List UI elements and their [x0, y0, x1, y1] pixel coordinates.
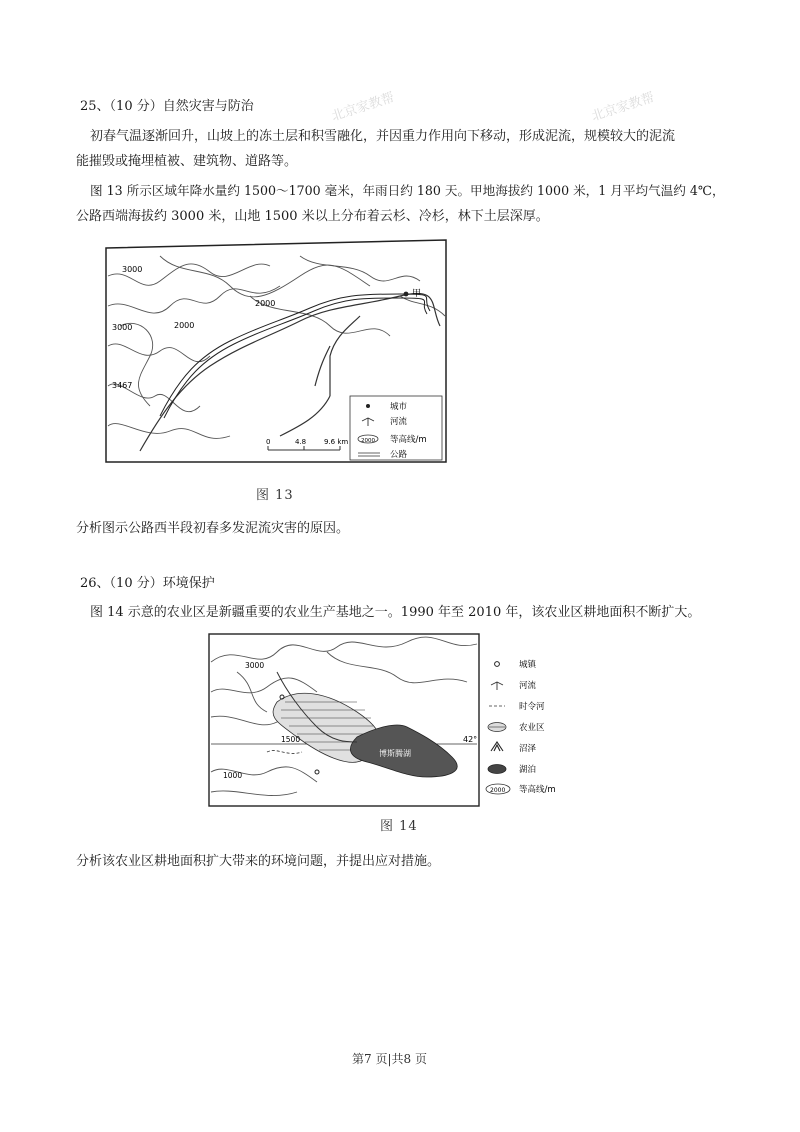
q25-question: 分析图示公路西半段初春多发泥流灾害的原因。: [76, 521, 350, 536]
contour-label: 1000: [223, 771, 243, 780]
page-footer: 第7 页|共8 页: [352, 1052, 427, 1066]
q26-question: 分析该农业区耕地面积扩大带来的环境问题，并提出应对措施。: [76, 854, 441, 869]
contour-label: 3000: [112, 323, 133, 332]
q25-paragraph-2-line-2: 公路西端海拔约 3000 米，山地 1500 米以上分布着云杉、冷杉，林下土层深厚。: [76, 209, 549, 224]
city-marker: [404, 292, 409, 297]
figure-13-caption: 图 13: [256, 488, 294, 503]
figure-14-legend: [486, 659, 556, 795]
legend-contour-sample: 2000: [490, 787, 506, 794]
q25-title: 25、（10 分）自然灾害与防治: [80, 99, 254, 114]
contour-label: 3000: [122, 265, 143, 274]
q25-paragraph-1-line-2: 能摧毁或掩埋植被、建筑物、道路等。: [76, 154, 298, 169]
contour-label: 2000: [255, 299, 276, 308]
legend-contour-sample: 2000: [361, 438, 375, 444]
latitude-label: 42°: [463, 735, 478, 744]
contour-label: 3467: [112, 381, 133, 390]
legend-city: 城市: [390, 402, 408, 412]
legend-agricultural-area: 农业区: [519, 723, 545, 733]
legend-town: 城镇: [519, 660, 537, 670]
watermark: 北京家教帮: [329, 90, 397, 125]
legend-seasonal-river: 时令河: [519, 702, 545, 712]
figure-14-map: [207, 632, 593, 810]
q25-paragraph-1-line-1: 初春气温逐渐回升，山坡上的冻土层和积雪融化，并因重力作用向下移动，形成泥流，规模较大的泥流: [90, 129, 676, 144]
legend-swamp: 沼泽: [519, 744, 537, 754]
contour-label: 2000: [174, 321, 195, 330]
q26-paragraph-1: 图 14 示意的农业区是新疆重要的农业生产基地之一。1990 年至 2010 年，该农业区耕地面积不断扩大。: [90, 605, 701, 620]
figure-14-caption: 图 14: [380, 819, 418, 834]
legend-contour: 等高线/m: [519, 785, 556, 795]
place-label-jia: 甲: [412, 289, 422, 299]
scale-tick: 0: [266, 438, 271, 446]
watermark: 北京家教帮: [589, 90, 657, 125]
lake-label: 博斯腾湖: [379, 749, 411, 758]
q25-paragraph-2-line-1: 图 13 所示区域年降水量约 1500～1700 毫米，年雨日约 180 天。甲地海拔约 1000 米，1 月平均气温约 4℃，: [90, 183, 725, 198]
legend-contour: 等高线/m: [390, 435, 427, 445]
figure-13-map: [100, 236, 452, 468]
figure-13-legend: [350, 396, 442, 460]
contour-label: 1500: [281, 735, 301, 744]
legend-highway: 公路: [390, 450, 408, 460]
legend-river: 河流: [519, 681, 537, 691]
legend-lake: 湖泊: [519, 765, 537, 775]
q26-title: 26、（10 分）环境保护: [80, 576, 215, 591]
scale-tick: 4.8: [295, 438, 307, 446]
contour-label: 3000: [245, 661, 265, 670]
scale-tick: 9.6 km: [324, 438, 349, 446]
legend-river: 河流: [390, 417, 408, 427]
